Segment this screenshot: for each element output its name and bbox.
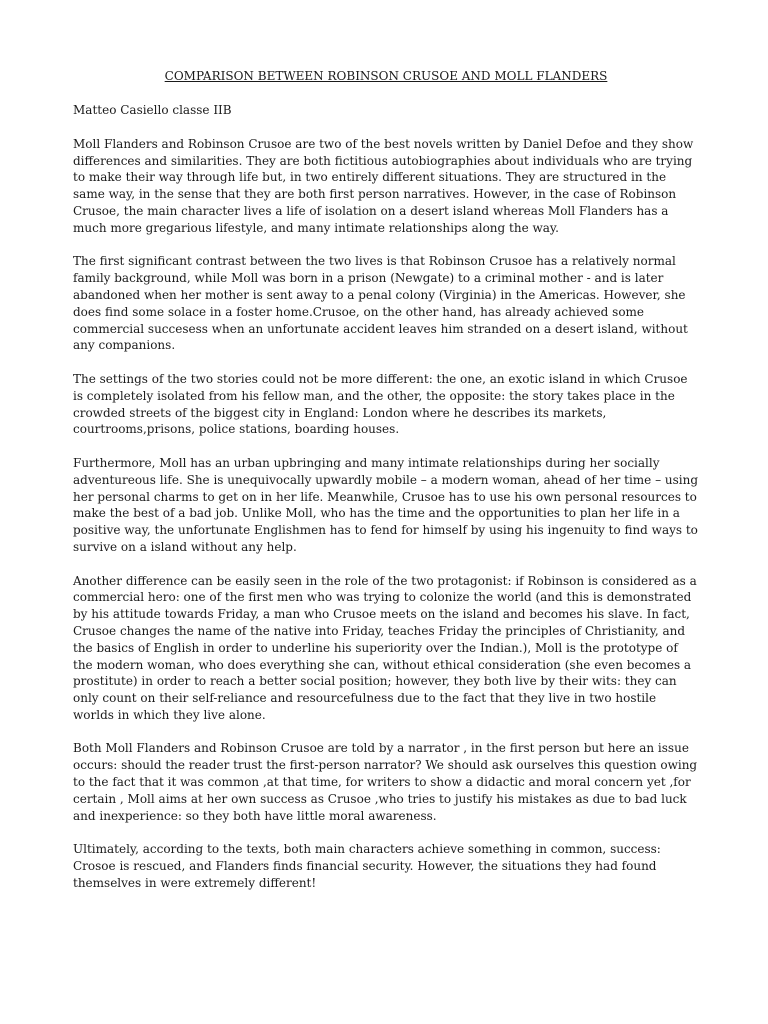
- paragraph-background-contrast: The first significant contrast between the two lives is that Robinson Crusoe has a relatively normal family background, while Moll was born in a prison (Newgate) to a criminal mother - and is later abandoned when her mother is sent away to a penal colony (Virginia) in the Americas. However, she does find some solace in a foster home.Crusoe, on the other hand, has already achieved some commercial succesess when an unfortunate accident leaves him stranded on a desert island, without any companions.: [73, 254, 688, 353]
- document-title: COMPARISON BETWEEN ROBINSON CRUSOE AND MOLL FLANDERS: [164, 69, 608, 83]
- author-line: Matteo Casiello classe IIB: [73, 103, 232, 117]
- paragraph-settings: The settings of the two stories could not be more different: the one, an exotic island in which Crusoe is completely isolated from his fellow man, and the other, the opposite: the story takes place in the crowded streets of the biggest city in England: London where he describes its markets, courtrooms,prisons, police stations, boarding houses.: [73, 371, 688, 437]
- paragraph-upbringing: Furthermore, Moll has an urban upbringing and many intimate relationships during her socially adventureous life. She is unequivocally upwardly mobile – a modern woman, ahead of her time – using her personal charms to get on in her life. Meanwhile, Crusoe has to use his own personal resources to make the best of a bad job. Unlike Moll, who has the time and the opportunities to plan her life in a positive way, the unfortunate Englishmen has to fend for himself by using his ingenuity to find ways to survive on a island without any help.: [73, 455, 699, 554]
- paragraph-protagonist-roles: Another difference can be easily seen in the role of the two protagonist: if Robinson is considered as a commercial hero: one of the first men who was trying to colonize the world (and this is demonstrated by his attitude towards Friday, a man who Crusoe meets on the island and becomes his slave. In fact, Crusoe changes the name of the native into Friday, teaches Friday the principles of Christianity, and the basics of English in order to underline his superiority over the Indian.), Moll is the prototype of the modern woman, who does everything she can, without ethical consideration (she even becomes a prostitute) in order to reach a better social position; however, they both live by their wits: they can only count on their self-reliance and resourcefulness due to the fact that they live in two hostile worlds in which they live alone.: [73, 573, 697, 722]
- paragraph-narrator: Both Moll Flanders and Robinson Crusoe are told by a narrator , in the first person but here an issue occurs: should the reader trust the first-person narrator? We should ask ourselves this question owing to the fact that it was common ,at that time, for writers to show a didactic and moral concern yet ,for certain , Moll aims at her own success as Crusoe ,who tries to justify his mistakes as due to bad luck and inexperience: so they both have little moral awareness.: [73, 741, 698, 823]
- document-page: [73, 68, 699, 908]
- paragraph-conclusion: Ultimately, according to the texts, both main characters achieve something in common, success: Crosoe is rescued, and Flanders finds financial security. However, the situations they had found themselves in were extremely different!: [73, 842, 661, 890]
- paragraph-introduction: Moll Flanders and Robinson Crusoe are two of the best novels written by Daniel Defoe and they show differences and similarities. They are both fictitious autobiographies about individuals who are trying to make their way through life but, in two entirely different situations. They are structured in the same way, in the sense that they are both first person narratives. However, in the case of Robinson Crusoe, the main character lives a life of isolation on a desert island whereas Moll Flanders has a much more gregarious lifestyle, and many intimate relationships along the way.: [73, 136, 694, 235]
